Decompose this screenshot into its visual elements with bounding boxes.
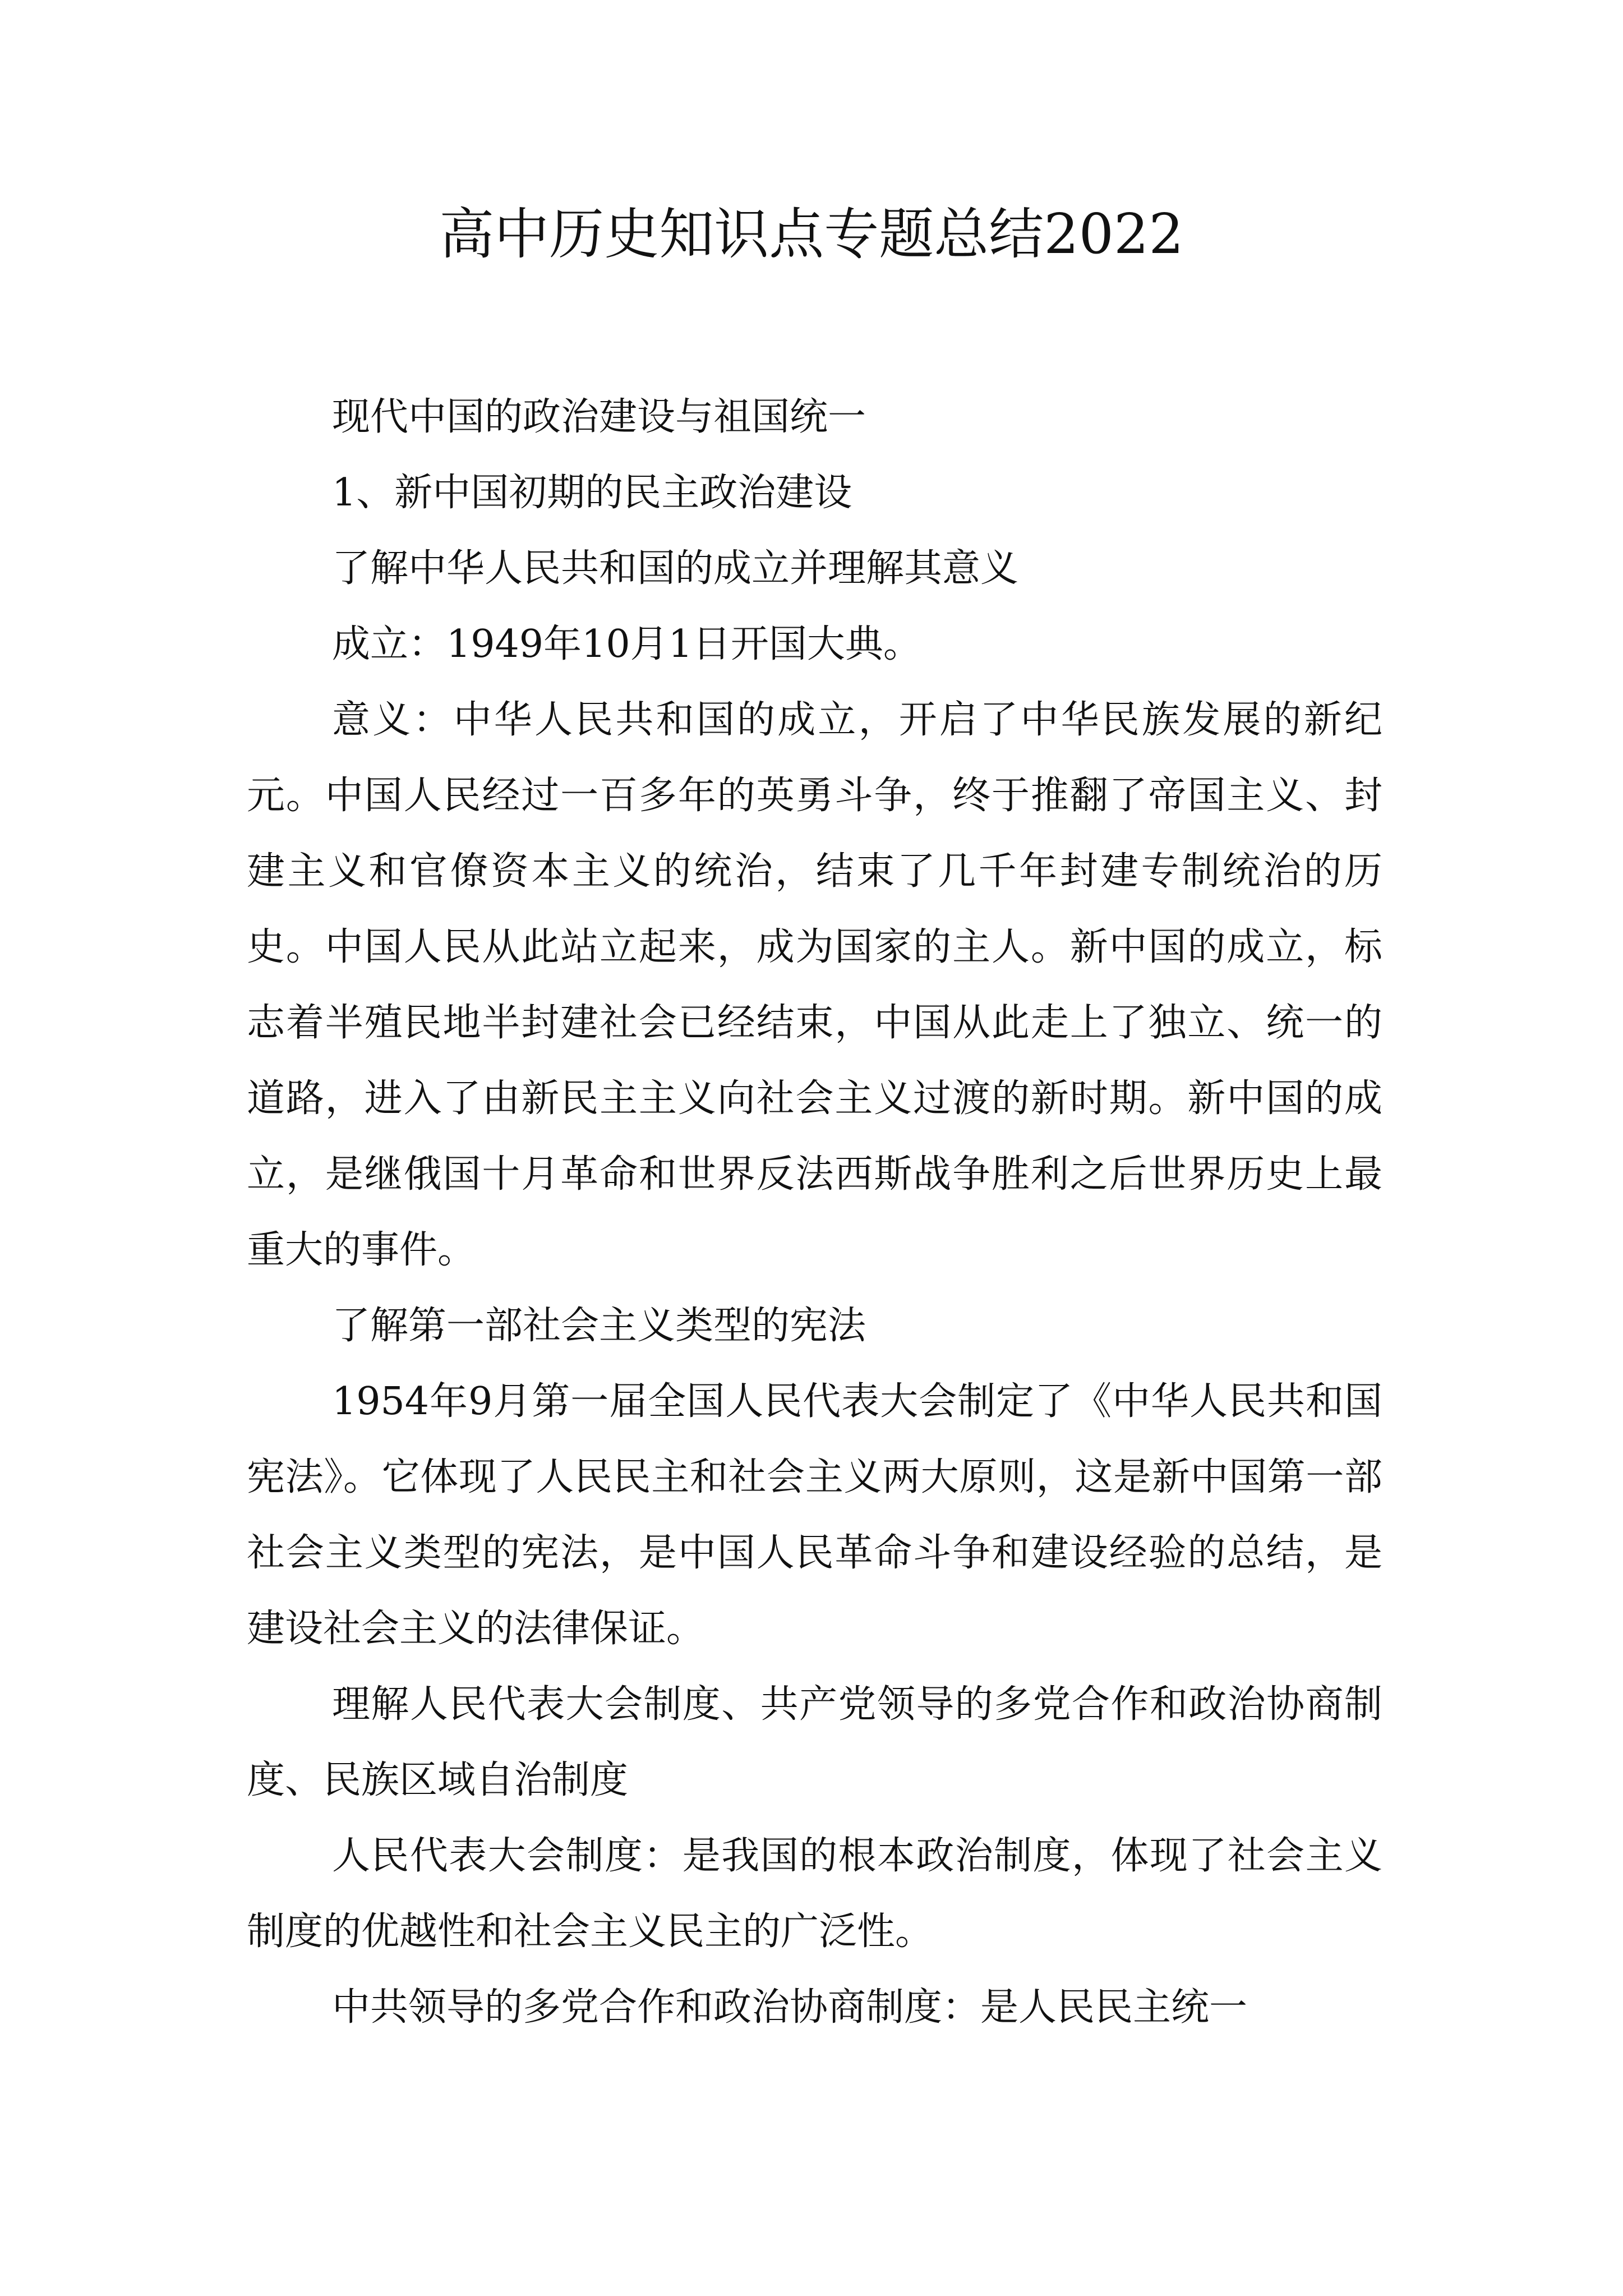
paragraph: 人民代表大会制度：是我国的根本政治制度，体现了社会主义制度的优越性和社会主义民主的广泛性。 [247,1834,1382,1954]
document-title: 高中历史知识点专题总结2022 [439,203,1184,266]
subsection-heading: 1、新中国初期的民主政治建设 [332,471,852,515]
document-body [247,379,1382,2045]
topic-heading: 了解中华人民共和国的成立并理解其意义 [332,546,1019,591]
paragraph: 意义：中华人民共和国的成立，开启了中华民族发展的新纪元。中国人民经过一百多年的英勇斗争，终于推翻了帝国主义、封建主义和官僚资本主义的统治，结束了几千年封建专制统治的历史。中国人民从此站立起来，成为国家的主人。新中国的成立，标志着半殖民地半封建社会已经结束，中国从此走上了独立、统一的道路，进入了由新民主主义向社会主义过渡的新时期。新中国的成立，是继俄国十月革命和世界反法西斯战争胜利之后世界历史上最重大的事件。 [247,698,1382,1272]
paragraph: 1954年9月第一届全国人民代表大会制定了《中华人民共和国宪法》。它体现了人民民主和社会主义两大原则，这是新中国第一部社会主义类型的宪法，是中国人民革命斗争和建设经验的总结，是建设社会主义的法律保证。 [247,1379,1382,1651]
topic-heading: 了解第一部社会主义类型的宪法 [332,1304,866,1348]
paragraph: 成立：1949年10月1日开国大典。 [332,622,921,666]
section-heading: 现代中国的政治建设与祖国统一 [332,395,866,439]
topic-heading: 理解人民代表大会制度、共产党领导的多党合作和政治协商制度、民族区域自治制度 [247,1682,1382,1802]
paragraph: 中共领导的多党合作和政治协商制度：是人民民主统一 [332,1985,1248,2030]
